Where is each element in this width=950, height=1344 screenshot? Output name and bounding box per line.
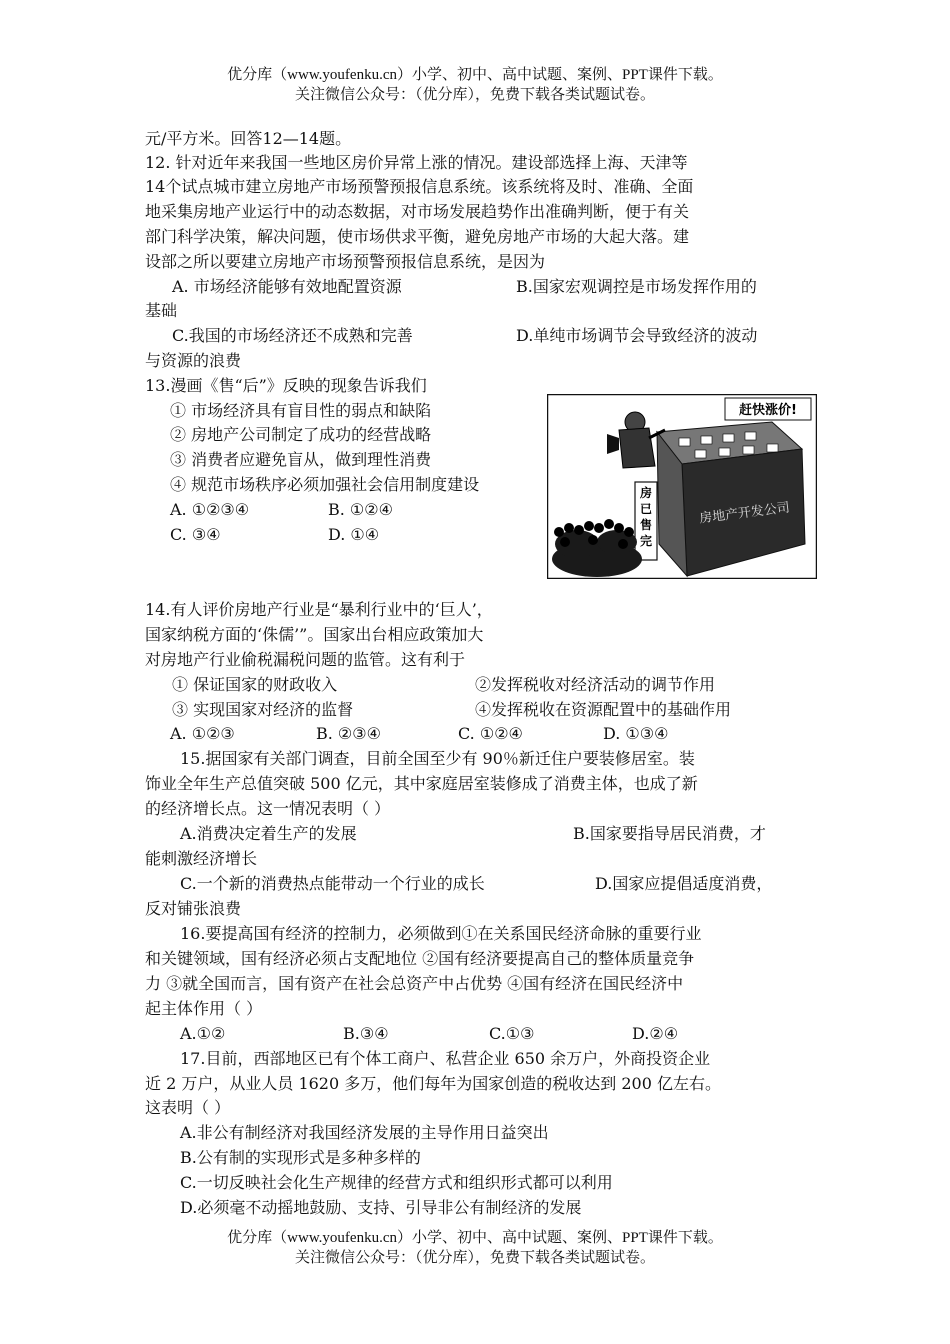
q15-option-d: D.国家应提倡适度消费， [595, 874, 773, 893]
q12-option-b-cont: 基础 [145, 301, 178, 320]
q14-stem-line: 14.有人评价房地产行业是“暴利行业中的‘巨人’， [145, 600, 493, 619]
q14-option-d: D. ①③④ [603, 724, 669, 743]
cartoon-caption: 赶快涨价! [739, 403, 797, 418]
q17-stem-line: 这表明（ ） [145, 1098, 231, 1117]
cartoon-sign: 房 已 售 完 [640, 486, 653, 548]
q15-option-d-cont: 反对铺张浪费 [145, 899, 242, 918]
q13-item: ③ 消费者应避免盲从，做到理性消费 [170, 450, 432, 469]
q17-option-c: C.一切反映社会化生产规律的经营方式和组织形式都可以利用 [180, 1173, 613, 1192]
q12-stem-line: 地采集房地产业运行中的动态数据，对市场发展趋势作出准确判断，便于有关 [145, 202, 690, 221]
q16-stem-line: 16.要提高国有经济的控制力，必须做到①在关系国民经济命脉的重要行业 [180, 924, 702, 943]
q16-stem-line: 起主体作用（ ） [145, 999, 263, 1018]
q15-option-a: A.消费决定着生产的发展 [180, 824, 357, 843]
q13-item: ② 房地产公司制定了成功的经营战略 [170, 425, 432, 444]
q17-option-a: A.非公有制经济对我国经济发展的主导作用日益突出 [180, 1123, 549, 1142]
cartoon-image [547, 394, 817, 579]
q12-option-d-cont: 与资源的浪费 [145, 351, 242, 370]
q16-stem-line: 力 ③就全国而言，国有资产在社会总资产中占优势 ④国有经济在国民经济中 [145, 974, 684, 993]
q14-stem-line: 国家纳税方面的‘侏儒’”。国家出台相应政策加大 [145, 625, 484, 644]
q14-item-2: ②发挥税收对经济活动的调节作用 [475, 675, 716, 694]
q14-stem-line: 对房地产行业偷税漏税问题的监管。这有利于 [145, 650, 466, 669]
q14-option-b: B. ②③④ [316, 724, 381, 743]
header-line-1: 优分库（www.youfenku.cn）小学、初中、高中试题、案例、PPT课件下载。 [227, 67, 723, 83]
q16-stem-line: 和关键领域，国有经济必须占支配地位 ②国有经济要提高自己的整体质量竞争 [145, 949, 695, 968]
q14-item-3: ③ 实现国家对经济的监督 [172, 700, 354, 719]
q16-option-d: D.②④ [632, 1024, 679, 1043]
q14-item-4: ④发挥税收在资源配置中的基础作用 [475, 700, 732, 719]
q12-stem-line: 部门科学决策，解决问题，使市场供求平衡，避免房地产市场的大起大落。建 [145, 227, 690, 246]
q17-stem-line: 近 2 万户，从业人员 1620 多万，他们每年为国家创造的税收达到 200 亿左右。 [145, 1074, 721, 1093]
footer-line-1: 优分库（www.youfenku.cn）小学、初中、高中试题、案例、PPT课件下载。 [227, 1230, 723, 1246]
q15-stem-line: 的经济增长点。这一情况表明（ ） [145, 799, 391, 818]
q17-option-b: B.公有制的实现形式是多种多样的 [180, 1148, 421, 1167]
cartoon-company-label: 房地产开发公司 [698, 500, 791, 527]
q16-option-b: B.③④ [343, 1024, 389, 1043]
q12-option-d: D.单纯市场调节会导致经济的波动 [516, 326, 758, 345]
q14-item-1: ① 保证国家的财政收入 [172, 675, 338, 694]
intro-text: 元/平方米。回答12—14题。 [145, 129, 352, 148]
q12-option-c: C.我国的市场经济还不成熟和完善 [172, 326, 413, 345]
q13-item: ④ 规范市场秩序必须加强社会信用制度建设 [170, 475, 480, 494]
q12-stem-line: 12. 针对近年来我国一些地区房价异常上涨的情况。建设部选择上海、天津等 [145, 153, 688, 172]
q15-option-c: C.一个新的消费热点能带动一个行业的成长 [180, 874, 485, 893]
q12-stem-line: 设部之所以要建立房地产市场预警预报信息系统，是因为 [145, 252, 546, 271]
q15-option-b-cont: 能刺激经济增长 [145, 849, 258, 868]
q14-option-a: A. ①②③ [170, 724, 235, 743]
q13-item: ① 市场经济具有盲目性的弱点和缺陷 [170, 401, 432, 420]
footer-line-2: 关注微信公众号：（优分库），免费下载各类试题试卷。 [294, 1250, 655, 1266]
q15-stem-line: 15.据国家有关部门调查，目前全国至少有 90％新迁住户要装修居室。装 [180, 749, 695, 768]
q15-stem-line: 饰业全年生产总值突破 500 亿元，其中家庭居室装修成了消费主体，也成了新 [145, 774, 698, 793]
q14-option-c: C. ①②④ [458, 724, 523, 743]
q13-option-b: B. ①②④ [328, 500, 393, 519]
q13-option-a: A. ①②③④ [170, 500, 250, 519]
q12-option-a: A. 市场经济能够有效地配置资源 [172, 277, 402, 296]
q15-option-b: B.国家要指导居民消费，才 [573, 824, 766, 843]
q13-option-d: D. ①④ [328, 525, 380, 544]
q16-option-c: C.①③ [489, 1024, 535, 1043]
header-line-2: 关注微信公众号：（优分库），免费下载各类试题试卷。 [294, 87, 655, 103]
q13-option-c: C. ③④ [170, 525, 221, 544]
q12-stem-line: 14个试点城市建立房地产市场预警预报信息系统。该系统将及时、准确、全面 [145, 177, 694, 196]
q13-stem: 13.漫画《售“后”》反映的现象告诉我们 [145, 376, 427, 395]
q17-stem-line: 17.目前，西部地区已有个体工商户、私营企业 650 余万户，外商投资企业 [180, 1049, 711, 1068]
q16-option-a: A.①② [180, 1024, 226, 1043]
q12-option-b: B.国家宏观调控是市场发挥作用的 [516, 277, 757, 296]
q17-option-d: D.必须毫不动摇地鼓励、支持、引导非公有制经济的发展 [180, 1198, 582, 1217]
